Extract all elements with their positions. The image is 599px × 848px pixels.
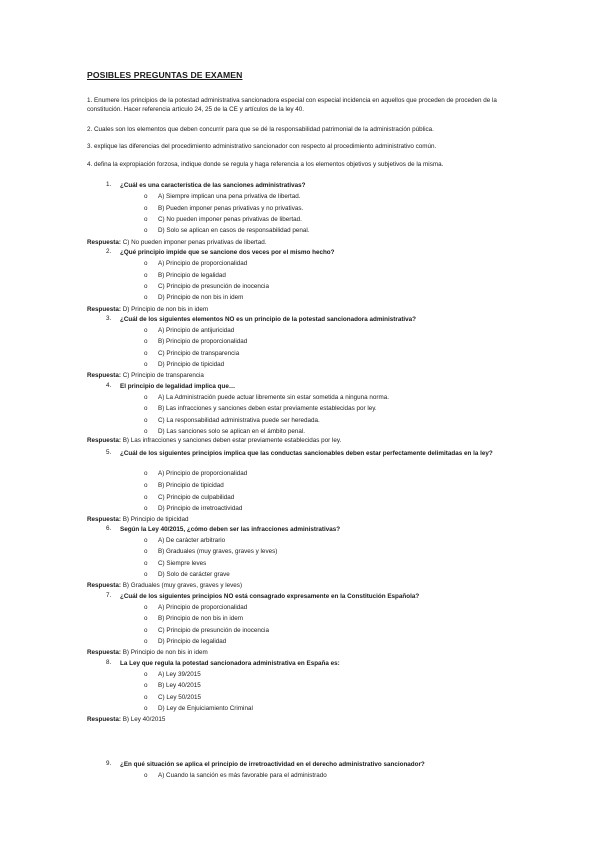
bullet-icon: o — [144, 694, 148, 701]
option-d: D) Las sanciones solo se aplican en el ámbito penal. — [158, 428, 306, 435]
option-a: A) Siempre implican una pena privativa de libertad. — [158, 193, 301, 200]
intro-question-3: 3. explique las diferencias del procedimiento administrativo sancionador con respecto al procedimiento administrativo común. — [87, 143, 437, 150]
answer-label: Respuesta: — [87, 306, 121, 313]
option-b: B) Ley 40/2015 — [158, 682, 201, 689]
intro-question-2: 2. Cuales son los elementos que deben concurrir para que se dé la responsabilidad patrimonial de la administración pública. — [87, 126, 434, 133]
bullet-icon: o — [144, 417, 148, 424]
bullet-icon: o — [144, 772, 148, 779]
question-text: El principio de legalidad implica que… — [120, 383, 236, 390]
option-d: D) Principio de legalidad — [158, 638, 227, 645]
question-text: ¿En qué situación se aplica el principio de irretroactividad en el derecho administrativo sancionador? — [120, 761, 425, 768]
bullet-icon: o — [144, 482, 148, 489]
bullet-icon: o — [144, 671, 148, 678]
option-a: A) Ley 39/2015 — [158, 671, 201, 678]
option-c: C) No pueden imponer penas privativas de libertad. — [158, 216, 302, 223]
option-b: B) Principio de proporcionalidad — [158, 338, 248, 345]
option-c: C) Principio de transparencia — [158, 350, 240, 357]
bullet-icon: o — [144, 361, 148, 368]
intro-question-4: 4. defina la expropiación forzosa, indique donde se regula y haga referencia a los elementos objetivos y subjetivos de la misma. — [87, 161, 444, 168]
option-d: D) Solo se aplican en casos de responsabilidad penal. — [158, 227, 310, 234]
bullet-icon: o — [144, 350, 148, 357]
answer-line — [87, 306, 208, 313]
question-number: 5. — [106, 449, 112, 456]
option-c: C) Siempre leves — [158, 560, 207, 567]
bullet-icon: o — [144, 338, 148, 345]
option-a: A) Principio de proporcionalidad — [158, 604, 248, 611]
question-number: 1. — [106, 181, 112, 188]
answer-text: D) Principio de non bis in idem — [122, 306, 209, 313]
question-number: 3. — [106, 315, 112, 322]
option-b: B) Principio de legalidad — [158, 272, 226, 279]
answer-label: Respuesta: — [87, 239, 121, 246]
bullet-icon: o — [144, 571, 148, 578]
answer-text: B) Ley 40/2015 — [122, 716, 166, 723]
bullet-icon: o — [144, 604, 148, 611]
answer-text: B) Las infracciones y sanciones deben estar previamente establecidas por ley. — [122, 437, 342, 444]
bullet-icon: o — [144, 327, 148, 334]
bullet-icon: o — [144, 283, 148, 290]
bullet-icon: o — [144, 627, 148, 634]
answer-label: Respuesta: — [87, 372, 121, 379]
question-text: ¿Cuál es una característica de las sanciones administrativas? — [120, 182, 306, 189]
bullet-icon: o — [144, 216, 148, 223]
question-text: La Ley que regula la potestad sancionadora administrativa en España es: — [120, 660, 340, 667]
option-c: C) Principio de presunción de inocencia — [158, 283, 269, 290]
question-number: 9. — [106, 760, 112, 767]
answer-line — [87, 649, 208, 656]
bullet-icon: o — [144, 260, 148, 267]
question-number: 6. — [106, 525, 112, 532]
answer-line — [87, 516, 189, 523]
bullet-icon: o — [144, 548, 148, 555]
option-a: A) Principio de proporcionalidad — [158, 470, 248, 477]
option-d: D) Ley de Enjuiciamiento Criminal — [158, 705, 253, 712]
option-c: C) Principio de culpabilidad — [158, 494, 235, 501]
option-b: B) Pueden imponer penas privativas y no privativas. — [158, 205, 304, 212]
option-d: D) Principio de irretroactividad — [158, 505, 243, 512]
option-b: B) Principio de non bis in idem — [158, 615, 244, 622]
answer-text: C) Principio de transparencia — [122, 372, 204, 379]
answer-label: Respuesta: — [87, 437, 121, 444]
question-text: ¿Cuál de los siguientes principios implica que las conductas sancionables deben estar perfectamente delimitadas en la ley? — [120, 450, 493, 457]
answer-text: B) Principio de tipicidad — [122, 516, 189, 523]
answer-text: B) Principio de non bis in idem — [122, 649, 208, 656]
answer-line — [87, 372, 204, 379]
bullet-icon: o — [144, 560, 148, 567]
page-title: POSIBLES PREGUNTAS DE EXAMEN — [87, 70, 243, 80]
question-number: 7. — [106, 592, 112, 599]
answer-label: Respuesta: — [87, 516, 121, 523]
bullet-icon: o — [144, 705, 148, 712]
option-a: A) De carácter arbitrario — [158, 537, 226, 544]
option-a: A) Cuando la sanción es más favorable para el administrado — [158, 772, 327, 779]
intro-question-1: 1. Enumere los principios de la potestad administrativa sancionadora especial con especial incidencia en aquellos que proceden de proceden de la constitución. Hacer referencia artículo 24, 25 de la CE y artículos de la ley 40. — [87, 97, 497, 114]
question-number: 8. — [106, 659, 112, 666]
bullet-icon: o — [144, 205, 148, 212]
option-b: B) Graduales (muy graves, graves y leves) — [158, 548, 278, 555]
bullet-icon: o — [144, 494, 148, 501]
answer-line — [87, 437, 341, 444]
option-c: C) Principio de presunción de inocencia — [158, 627, 269, 634]
answer-line — [87, 239, 267, 246]
bullet-icon: o — [144, 615, 148, 622]
question-text: ¿Cuál de los siguientes principios NO está consagrado expresamente en la Constitución Española? — [120, 593, 420, 600]
option-d: D) Solo de carácter grave — [158, 571, 230, 578]
option-a: A) Principio de antijuricidad — [158, 327, 235, 334]
option-a: A) Principio de proporcionalidad — [158, 260, 248, 267]
bullet-icon: o — [144, 394, 148, 401]
bullet-icon: o — [144, 227, 148, 234]
bullet-icon: o — [144, 405, 148, 412]
bullet-icon: o — [144, 470, 148, 477]
answer-text: C) No pueden imponer penas privativas de libertad. — [122, 239, 267, 246]
bullet-icon: o — [144, 638, 148, 645]
answer-label: Respuesta: — [87, 649, 121, 656]
option-b: B) Las infracciones y sanciones deben estar previamente establecidas por ley. — [158, 405, 377, 412]
answer-text: B) Graduales (muy graves, graves y leves) — [122, 582, 243, 589]
question-number: 4. — [106, 382, 112, 389]
bullet-icon: o — [144, 193, 148, 200]
bullet-icon: o — [144, 682, 148, 689]
bullet-icon: o — [144, 294, 148, 301]
option-b: B) Principio de tipicidad — [158, 482, 224, 489]
bullet-icon: o — [144, 272, 148, 279]
answer-label: Respuesta: — [87, 582, 121, 589]
option-a: A) La Administración puede actuar libremente sin estar sometida a ninguna norma. — [158, 394, 390, 401]
option-c: C) La responsabilidad administrativa puede ser heredada. — [158, 417, 320, 424]
question-text: ¿Cuál de los siguientes elementos NO es un principio de la potestad sancionadora administrativa? — [120, 316, 417, 323]
bullet-icon: o — [144, 537, 148, 544]
option-d: D) Principio de tipicidad — [158, 361, 225, 368]
option-d: D) Principio de non bis in idem — [158, 294, 244, 301]
answer-label: Respuesta: — [87, 716, 121, 723]
question-text: ¿Qué principio impide que se sancione dos veces por el mismo hecho? — [120, 249, 335, 256]
question-text: Según la Ley 40/2015, ¿cómo deben ser las infracciones administrativas? — [120, 526, 341, 533]
bullet-icon: o — [144, 505, 148, 512]
bullet-icon: o — [144, 428, 148, 435]
question-number: 2. — [106, 248, 112, 255]
option-c: C) Ley 50/2015 — [158, 694, 202, 701]
answer-line — [87, 716, 165, 723]
answer-line — [87, 582, 242, 589]
